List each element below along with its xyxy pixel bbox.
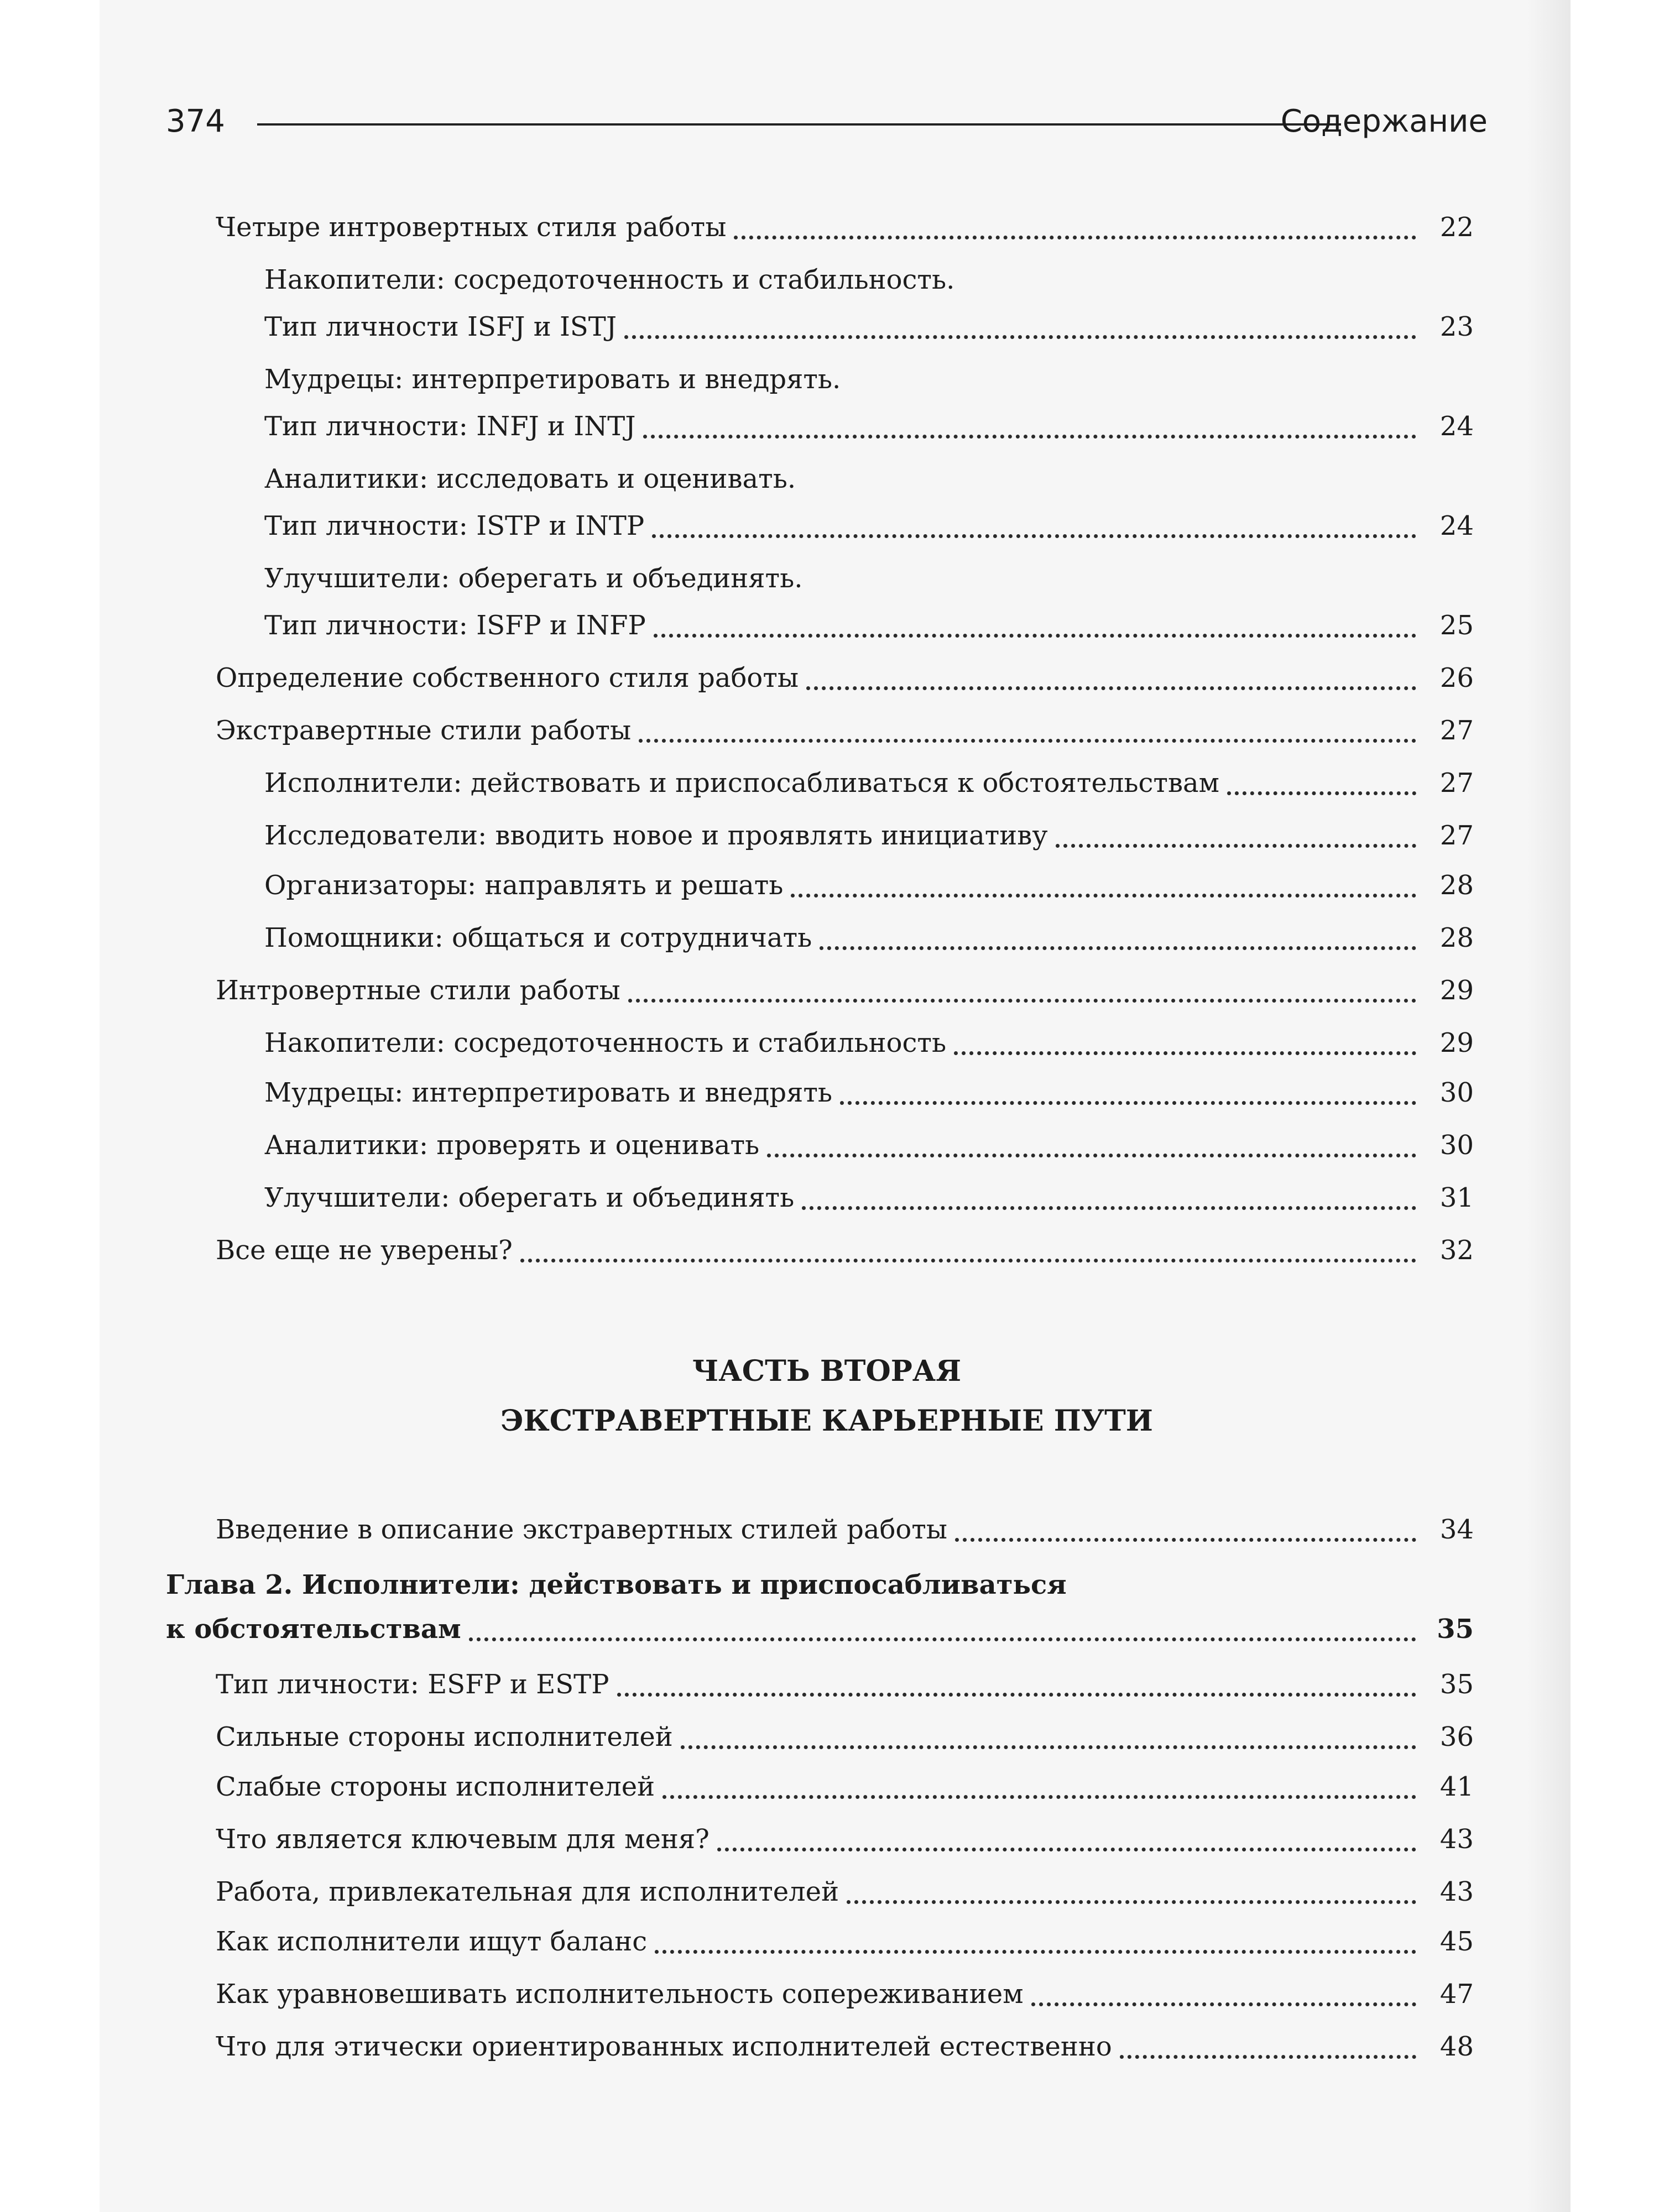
running-title: Содержание xyxy=(1280,103,1488,139)
toc-entry-page: 41 xyxy=(1439,1771,1474,1802)
toc-entry-page: 31 xyxy=(1439,1182,1474,1213)
dot-leader xyxy=(734,236,1416,239)
dot-leader xyxy=(806,686,1416,690)
part-title: ЭКСТРАВЕРТНЫЕ КАРЬЕРНЫЕ ПУТИ xyxy=(500,1404,1153,1438)
toc-entry-page: 26 xyxy=(1439,662,1474,693)
toc-entry xyxy=(264,1023,1474,1063)
toc-entry-title: Накопители: сосредоточенность и стабильность. xyxy=(264,264,955,295)
toc-entry-page: 27 xyxy=(1439,715,1474,746)
toc-entry-title: Мудрецы: интерпретировать и внедрять xyxy=(264,1077,833,1108)
dot-leader xyxy=(624,335,1416,339)
dot-leader xyxy=(639,739,1416,743)
toc-entry xyxy=(216,1230,1474,1270)
toc-entry-title: Исполнители: действовать и приспосабливаться к обстоятельствам xyxy=(264,768,1219,799)
dot-leader xyxy=(767,1154,1416,1157)
toc-entry xyxy=(216,1665,1474,1704)
toc-entry xyxy=(264,763,1474,803)
dot-leader xyxy=(1031,2002,1416,2006)
dot-leader xyxy=(954,1051,1416,1055)
toc-entry-title: Определение собственного стиля работы xyxy=(216,662,799,693)
toc-entry-title: Четыре интровертных стиля работы xyxy=(216,212,727,243)
toc-entry-page: 32 xyxy=(1439,1235,1474,1266)
toc-entry xyxy=(264,406,1474,446)
toc-entry-page: 45 xyxy=(1439,1926,1474,1957)
toc-entry-title: Интровертные стили работы xyxy=(216,975,620,1006)
dot-leader xyxy=(643,435,1416,439)
toc-entry-page: 22 xyxy=(1439,212,1474,243)
dot-leader xyxy=(791,894,1416,898)
toc-entry xyxy=(264,260,954,300)
toc-entry-page: 30 xyxy=(1439,1077,1474,1108)
toc-entry xyxy=(264,606,1474,645)
dot-leader xyxy=(628,999,1416,1003)
toc-entry-title: Тип личности: INFJ и INTJ xyxy=(264,411,636,442)
dot-leader xyxy=(1227,791,1416,795)
toc-entry xyxy=(264,816,1474,855)
toc-entry-page: 35 xyxy=(1437,1614,1474,1645)
toc-entry-title: Организаторы: направлять и решать xyxy=(264,870,784,901)
dot-leader xyxy=(717,1848,1416,1851)
toc-entry-title: Экстравертные стили работы xyxy=(216,715,632,746)
toc-entry xyxy=(216,658,1474,698)
toc-entry-title: Улучшители: оберегать и объединять. xyxy=(264,563,803,594)
dot-leader xyxy=(847,1900,1416,1904)
toc-entry-title: Мудрецы: интерпретировать и внедрять. xyxy=(264,364,841,395)
toc-entry-title: Исследователи: вводить новое и проявлять инициативу xyxy=(264,820,1048,851)
toc-entry-title: Аналитики: проверять и оценивать xyxy=(264,1130,760,1161)
toc-entry-title: Сильные стороны исполнителей xyxy=(216,1721,673,1752)
toc-entry-page: 43 xyxy=(1439,1876,1474,1907)
toc-entry-title: Помощники: общаться и сотрудничать xyxy=(264,922,812,953)
toc-entry xyxy=(216,1767,1474,1807)
toc-entry xyxy=(216,1819,1474,1859)
toc-entry xyxy=(264,865,1474,905)
toc-entry xyxy=(216,1922,1474,1961)
toc-entry xyxy=(166,1609,1474,1649)
toc-entry-title: Что является ключевым для меня? xyxy=(216,1824,709,1855)
toc-entry xyxy=(264,359,841,399)
toc-entry-page: 29 xyxy=(1439,975,1474,1006)
toc-entry-title: Тип личности ISFJ и ISTJ xyxy=(264,311,617,342)
toc-entry xyxy=(216,1872,1474,1912)
toc-entry-page: 30 xyxy=(1439,1130,1474,1161)
toc-entry xyxy=(264,307,1474,347)
toc-entry-title: Введение в описание экстравертных стилей работы xyxy=(216,1514,947,1545)
dot-leader xyxy=(655,1950,1416,1954)
dot-leader xyxy=(617,1693,1417,1697)
dot-leader xyxy=(469,1637,1416,1641)
toc-entry xyxy=(264,1178,1474,1218)
toc-entry-title: к обстоятельствам xyxy=(166,1614,461,1645)
toc-entry-title: Аналитики: исследовать и оценивать. xyxy=(264,463,796,494)
dot-leader xyxy=(681,1745,1416,1749)
toc-entry-title: Как уравновешивать исполнительность сопереживанием xyxy=(216,1979,1024,2010)
toc-entry-title: Все еще не уверены? xyxy=(216,1235,513,1266)
toc-entry-title: Глава 2. Исполнители: действовать и приспосабливаться xyxy=(166,1569,1067,1600)
dot-leader xyxy=(1120,2055,1416,2059)
part-label: ЧАСТЬ ВТОРАЯ xyxy=(692,1354,962,1388)
dot-leader xyxy=(662,1795,1416,1799)
toc-entry xyxy=(264,1125,1474,1165)
dot-leader xyxy=(654,634,1416,638)
toc-entry xyxy=(216,1510,1474,1550)
toc-entry-page: 27 xyxy=(1439,768,1474,799)
toc-entry-title: Работа, привлекательная для исполнителей xyxy=(216,1876,839,1907)
toc-entry-page: 29 xyxy=(1439,1027,1474,1058)
toc-entry-title: Тип личности: ISFP и INFP xyxy=(264,610,646,641)
toc-entry xyxy=(166,1565,1067,1605)
page-number: 374 xyxy=(166,103,225,139)
toc-entry xyxy=(216,207,1474,247)
toc-entry xyxy=(216,2027,1474,2067)
toc-entry xyxy=(216,1717,1474,1757)
dot-leader xyxy=(520,1259,1416,1262)
dot-leader xyxy=(1056,844,1416,848)
toc-entry-page: 28 xyxy=(1439,922,1474,953)
toc-entry-page: 47 xyxy=(1439,1979,1474,2010)
toc-entry xyxy=(264,1073,1474,1113)
toc-entry-page: 35 xyxy=(1439,1669,1474,1700)
toc-entry xyxy=(216,1974,1474,2014)
toc-entry xyxy=(264,918,1474,958)
toc-entry-title: Тип личности: ESFP и ESTP xyxy=(216,1669,609,1700)
dot-leader xyxy=(840,1101,1416,1105)
toc-entry xyxy=(216,971,1474,1010)
toc-entry-title: Слабые стороны исполнителей xyxy=(216,1771,655,1802)
dot-leader xyxy=(955,1538,1416,1542)
toc-entry xyxy=(264,459,796,499)
dot-leader xyxy=(820,946,1416,950)
toc-entry-title: Улучшители: оберегать и объединять xyxy=(264,1182,795,1213)
toc-entry-title: Накопители: сосредоточенность и стабильность xyxy=(264,1027,947,1058)
toc-entry-page: 24 xyxy=(1439,411,1474,442)
toc-entry-title: Что для этически ориентированных исполнителей естественно xyxy=(216,2031,1112,2062)
toc-entry-page: 25 xyxy=(1439,610,1474,641)
toc-entry xyxy=(264,559,802,598)
dot-leader xyxy=(652,534,1416,538)
toc-entry-page: 43 xyxy=(1439,1824,1474,1855)
toc-entry-title: Тип личности: ISTP и INTP xyxy=(264,510,645,541)
toc-entry xyxy=(216,711,1474,750)
toc-entry xyxy=(264,506,1474,546)
toc-entry-page: 36 xyxy=(1439,1721,1474,1752)
toc-entry-page: 48 xyxy=(1439,2031,1474,2062)
toc-entry-page: 34 xyxy=(1439,1514,1474,1545)
dot-leader xyxy=(802,1206,1416,1210)
toc-entry-page: 24 xyxy=(1439,510,1474,541)
toc-entry-page: 23 xyxy=(1439,311,1474,342)
toc-entry-page: 27 xyxy=(1439,820,1474,851)
toc-entry-page: 28 xyxy=(1439,870,1474,901)
toc-entry-title: Как исполнители ищут баланс xyxy=(216,1926,648,1957)
